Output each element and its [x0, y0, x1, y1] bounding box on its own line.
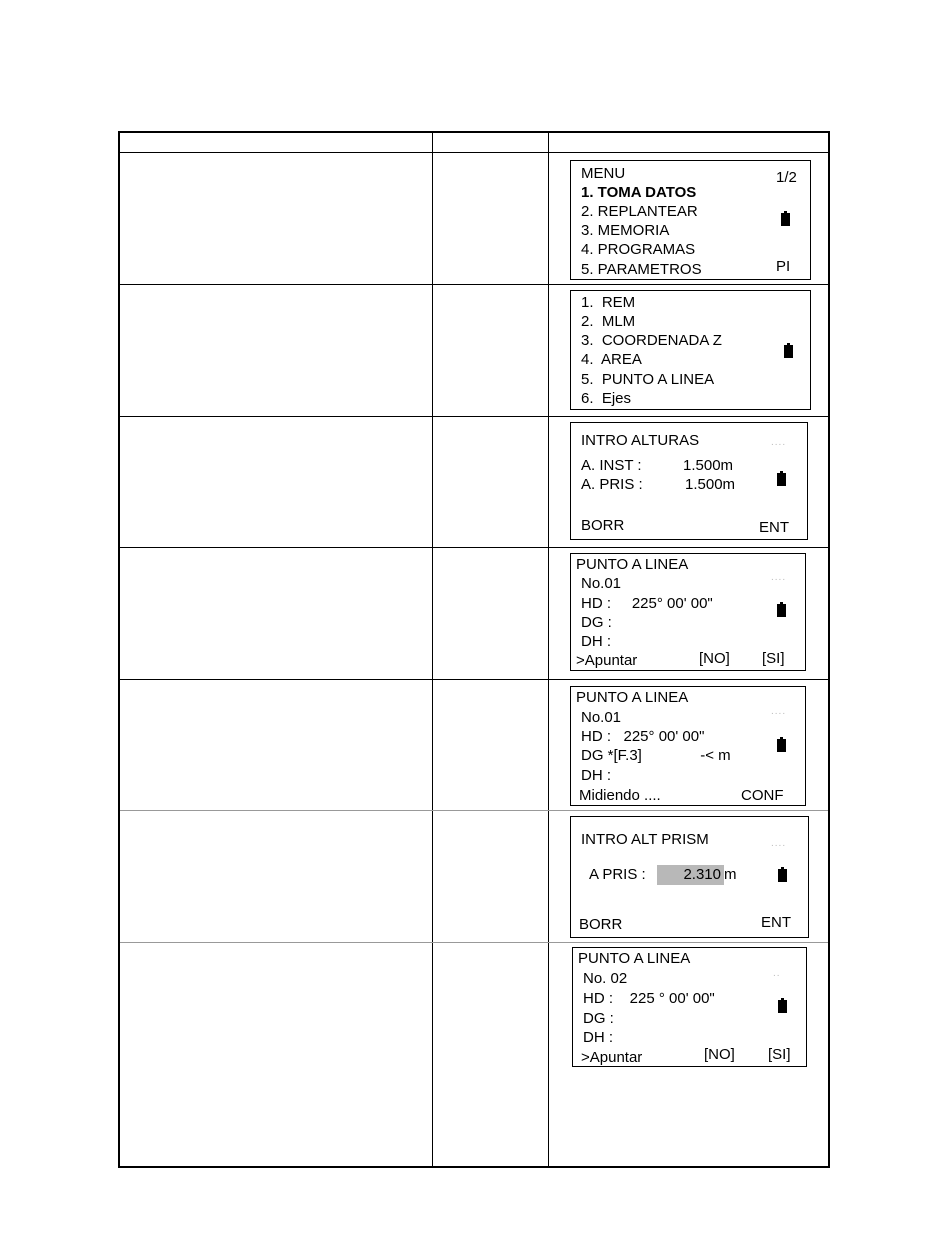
screen-title: PUNTO A LINEA [576, 689, 689, 706]
row-divider [120, 547, 828, 548]
screen-title: MENU [581, 165, 626, 182]
measuring-status: Midiendo .... [579, 787, 661, 804]
horizontal-angle: HD : 225° 00' 00" [581, 595, 713, 612]
program-item-area[interactable]: 4. AREA [581, 351, 642, 368]
prism-height-label: A. PRIS : [581, 476, 643, 493]
screen-title: PUNTO A LINEA [578, 950, 691, 967]
point-number: No.01 [581, 709, 622, 726]
lcd-screen-punto-a-linea-2 [572, 947, 807, 1067]
battery-icon [777, 602, 786, 617]
prism-height-input[interactable] [657, 865, 737, 885]
softkey-si[interactable]: [SI] [768, 1046, 791, 1063]
row-divider [120, 284, 828, 285]
lcd-screen-programs [570, 290, 811, 410]
softkey-borr[interactable]: BORR [581, 517, 625, 534]
signal-dots: .. [773, 968, 781, 979]
prism-height-unit: m [724, 866, 737, 883]
horizontal-distance: DH : [583, 1029, 613, 1046]
program-item-ejes[interactable]: 6. Ejes [581, 390, 632, 407]
prism-height-label: A PRIS : [589, 866, 646, 883]
column-divider-2 [548, 133, 549, 1166]
battery-icon [778, 867, 787, 882]
prism-height-value[interactable]: 1.500m [685, 476, 736, 493]
battery-icon [777, 737, 786, 752]
inst-height-label: A. INST : [581, 457, 642, 474]
battery-icon [777, 471, 786, 486]
battery-icon [778, 998, 787, 1013]
signal-dots: .... [771, 706, 787, 717]
lcd-screen-punto-a-linea-1 [570, 553, 806, 671]
inst-height-value[interactable]: 1.500m [683, 457, 734, 474]
column-divider-1 [432, 133, 433, 1166]
slope-distance: DG : [583, 1010, 614, 1027]
horizontal-distance: DH : [581, 767, 611, 784]
slope-distance-measuring: DG *[F.3] -< m [581, 747, 731, 764]
horizontal-angle: HD : 225° 00' 00" [581, 728, 705, 745]
menu-item-toma-datos[interactable]: 1. TOMA DATOS [581, 184, 697, 201]
program-item-punto-a-linea[interactable]: 5. PUNTO A LINEA [581, 371, 715, 388]
menu-item-programas[interactable]: 4. PROGRAMAS [581, 241, 696, 258]
program-item-rem[interactable]: 1. REM [581, 294, 636, 311]
softkey-si[interactable]: [SI] [762, 650, 785, 667]
row-divider [120, 810, 828, 811]
point-number: No. 02 [583, 970, 628, 987]
signal-dots: .... [771, 838, 787, 849]
battery-icon [784, 343, 793, 358]
softkey-pi[interactable]: PI [776, 258, 791, 275]
row-divider [120, 679, 828, 680]
horizontal-angle: HD : 225 ° 00' 00" [583, 990, 715, 1007]
program-item-coordenada-z[interactable]: 3. COORDENADA Z [581, 332, 722, 349]
screen-title: INTRO ALT PRISM [581, 831, 709, 848]
prism-height-value[interactable]: 2.310 [657, 865, 724, 885]
screen-title: INTRO ALTURAS [581, 432, 700, 449]
menu-item-memoria[interactable]: 3. MEMORIA [581, 222, 670, 239]
horizontal-distance: DH : [581, 633, 611, 650]
slope-distance: DG : [581, 614, 612, 631]
softkey-borr[interactable]: BORR [579, 916, 623, 933]
header-row-divider [120, 152, 828, 153]
aim-prompt: >Apuntar [581, 1049, 643, 1066]
softkey-ent[interactable]: ENT [759, 519, 789, 536]
lcd-screen-intro-alt-prism [570, 816, 809, 938]
screen-title: PUNTO A LINEA [576, 556, 689, 573]
menu-item-parametros[interactable]: 5. PARAMETROS [581, 261, 702, 278]
lcd-screen-menu [570, 160, 811, 280]
point-number: No.01 [581, 575, 622, 592]
menu-item-replantear[interactable]: 2. REPLANTEAR [581, 203, 698, 220]
lcd-screen-punto-a-linea-measuring [570, 686, 806, 806]
program-item-mlm[interactable]: 2. MLM [581, 313, 636, 330]
softkey-ent[interactable]: ENT [761, 914, 791, 931]
row-divider [120, 416, 828, 417]
lcd-screen-intro-alturas [570, 422, 808, 540]
softkey-no[interactable]: [NO] [699, 650, 730, 667]
aim-prompt: >Apuntar [576, 652, 638, 669]
page-indicator: 1/2 [776, 169, 797, 186]
row-divider [120, 942, 828, 943]
softkey-conf[interactable]: CONF [741, 787, 784, 804]
signal-dots: .... [771, 437, 787, 448]
signal-dots: .... [771, 572, 787, 583]
softkey-no[interactable]: [NO] [704, 1046, 735, 1063]
battery-icon [781, 211, 790, 226]
